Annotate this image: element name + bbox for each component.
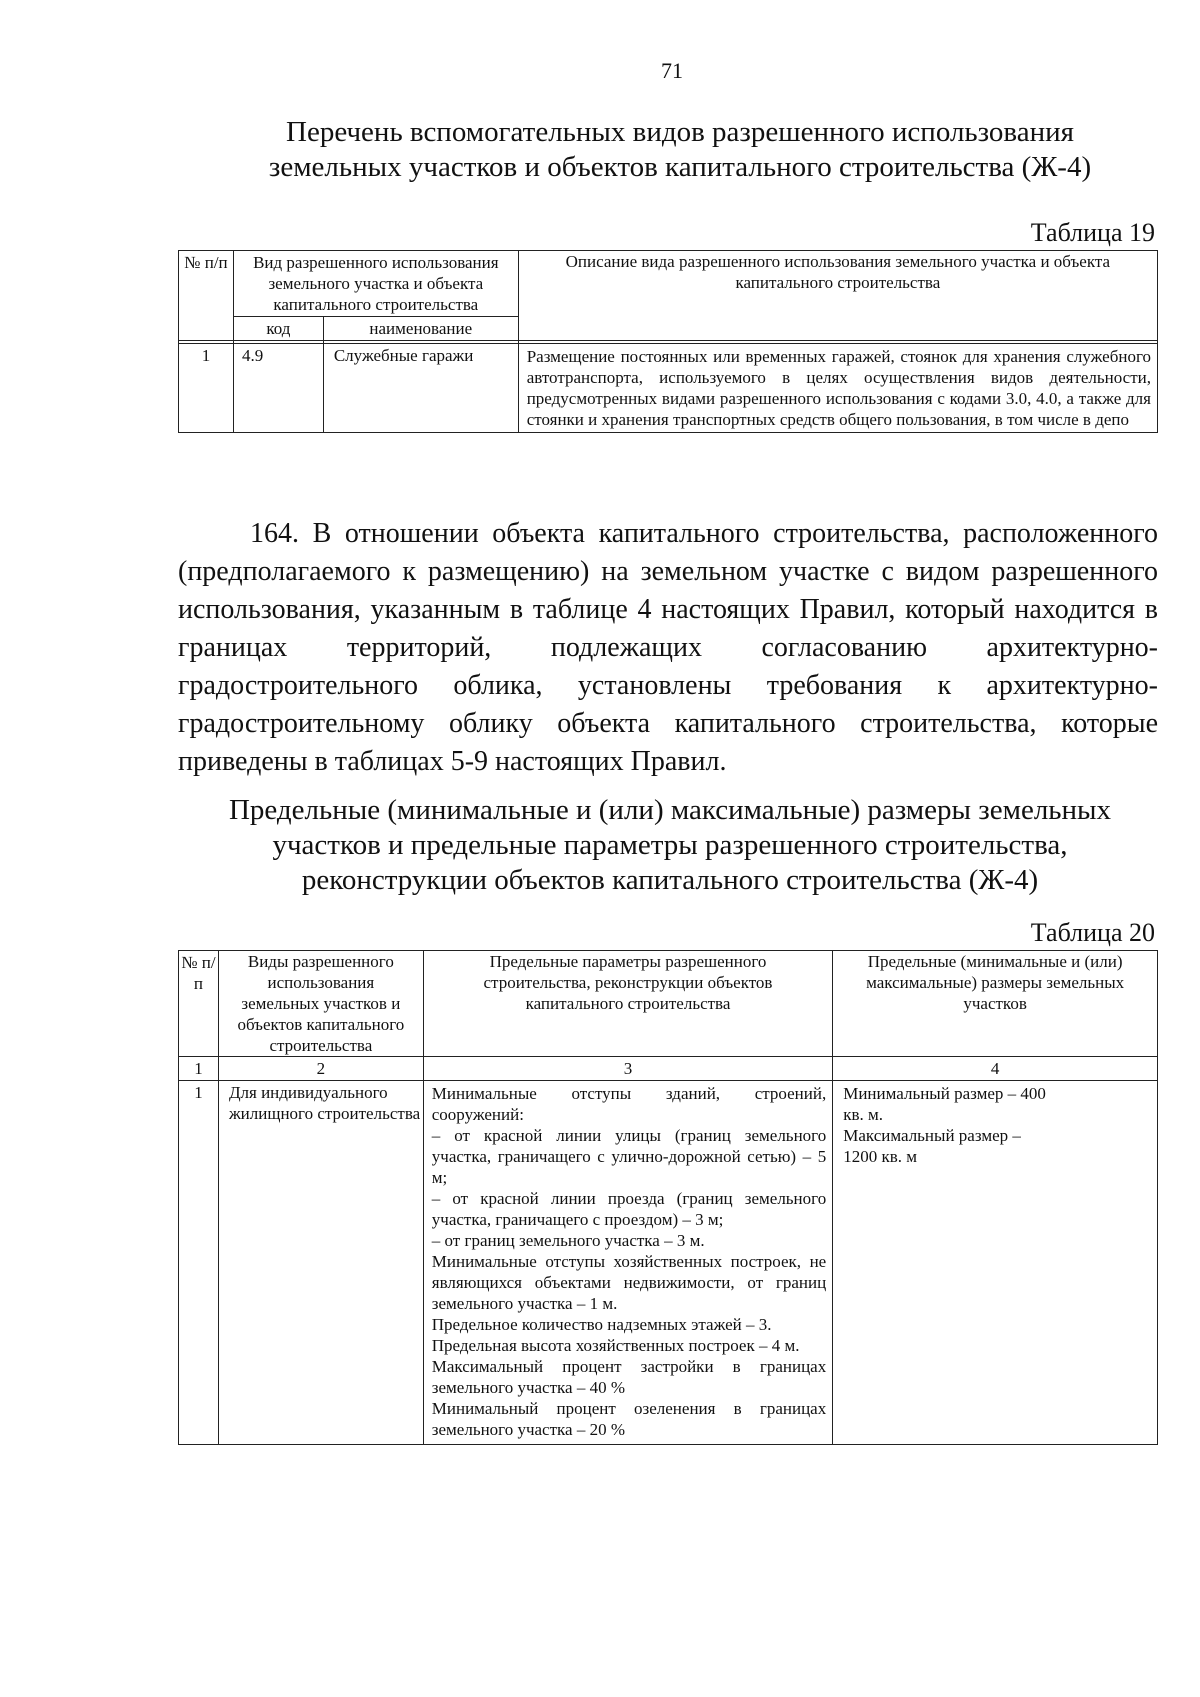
title-line: земельных участков и объектов капитального строительства (Ж-4) bbox=[268, 151, 1092, 183]
row-params bbox=[423, 1081, 832, 1445]
header-name: наименование bbox=[323, 317, 518, 341]
row-name: Служебные гаражи bbox=[323, 344, 518, 433]
col-number: 2 bbox=[218, 1057, 423, 1081]
table-20 bbox=[178, 950, 1158, 1445]
param-line: Максимальный процент застройки в границах земельного участка – 40 % bbox=[431, 1357, 827, 1397]
paragraph-164 bbox=[178, 515, 1158, 781]
row-kind: Для индивидуального жилищного строительства bbox=[218, 1081, 423, 1445]
row-num: 1 bbox=[179, 1081, 219, 1445]
paragraph-number: 164. bbox=[250, 518, 299, 549]
header-params: Предельные параметры разрешенного строительства, реконструкции объектов капитального строительства bbox=[423, 951, 832, 1057]
row-sizes bbox=[833, 1081, 1158, 1445]
page-number: 71 bbox=[661, 58, 683, 83]
param-line: Минимальные отступы зданий, строений, сооружений: bbox=[431, 1084, 827, 1124]
title-auxiliary-uses bbox=[180, 115, 1180, 185]
row-desc: Размещение постоянных или временных гаражей, стоянок для хранения служебного автотранспорта, используемого в целях осуществления видов деятельности, предусмотренных видами разрешенного использования с кодами 3.0, 4.0, а также для стоянки и хранения транспортных средств общего пользования, в том числе в депо bbox=[518, 344, 1157, 433]
header-num: № п/п bbox=[179, 251, 234, 341]
header-kind: Виды разрешенного использования земельных участков и объектов капитального строительства bbox=[218, 951, 423, 1057]
header-sizes: Предельные (минимальные и (или) максимальные) размеры земельных участков bbox=[833, 951, 1158, 1057]
table-19 bbox=[178, 250, 1158, 433]
param-line: – от красной линии проезда (границ земельного участка, граничащего с проездом) – 3 м; bbox=[431, 1189, 827, 1229]
col-number: 4 bbox=[833, 1057, 1158, 1081]
col-number: 1 bbox=[179, 1057, 219, 1081]
row-num: 1 bbox=[179, 344, 234, 433]
col-number: 3 bbox=[423, 1057, 832, 1081]
title-line: участков и предельные параметры разрешенного строительства, bbox=[272, 829, 1068, 861]
header-num: № п/п bbox=[179, 951, 219, 1057]
param-line: – от границ земельного участка – 3 м. bbox=[431, 1231, 705, 1250]
param-line: Предельная высота хозяйственных построек – 4 м. bbox=[431, 1336, 800, 1355]
table-20-label: Таблица 20 bbox=[1030, 918, 1155, 947]
param-line: Предельное количество надземных этажей – 3. bbox=[431, 1315, 772, 1334]
size-line: Минимальный размер – 400 кв. м. bbox=[843, 1084, 1046, 1124]
header-code: код bbox=[233, 317, 323, 341]
paragraph-text: В отношении объекта капитального строительства, расположенного (предполагаемого к размещению) на земельном участке с видом разрешенного использования, указанным в таблице 4 настоящих Правил, который находится в границах территорий, подлежащих согласованию архитектурно-градостроительного облика, установлены требования к архитектурно-градостроительному облику объекта капитального строительства, которые приведены в таблицах 5-9 настоящих Правил. bbox=[178, 518, 1158, 777]
title-line: Предельные (минимальные и (или) максимальные) размеры земельных bbox=[228, 794, 1112, 826]
table-row bbox=[179, 344, 1158, 433]
table-19-label: Таблица 19 bbox=[1030, 218, 1155, 247]
title-line: Перечень вспомогательных видов разрешенного использования bbox=[286, 116, 1074, 148]
size-line: Максимальный размер – 1200 кв. м bbox=[843, 1126, 1021, 1166]
title-line: реконструкции объектов капитального строительства (Ж-4) bbox=[301, 864, 1039, 896]
header-kind: Вид разрешенного использования земельного участка и объекта капитального строительства bbox=[233, 251, 518, 317]
header-desc: Описание вида разрешенного использования земельного участка и объекта капитального строительства bbox=[518, 251, 1157, 341]
table-row bbox=[179, 1081, 1158, 1445]
param-line: Минимальные отступы хозяйственных построек, не являющихся объектами недвижимости, от границ земельного участка – 1 м. bbox=[431, 1252, 827, 1313]
param-line: – от красной линии улицы (границ земельного участка, граничащего с улично-дорожной сетью) – 5 м; bbox=[431, 1126, 827, 1187]
param-line: Минимальный процент озеленения в границах земельного участка – 20 % bbox=[431, 1399, 827, 1439]
title-limits bbox=[170, 793, 1170, 898]
row-code: 4.9 bbox=[233, 344, 323, 433]
